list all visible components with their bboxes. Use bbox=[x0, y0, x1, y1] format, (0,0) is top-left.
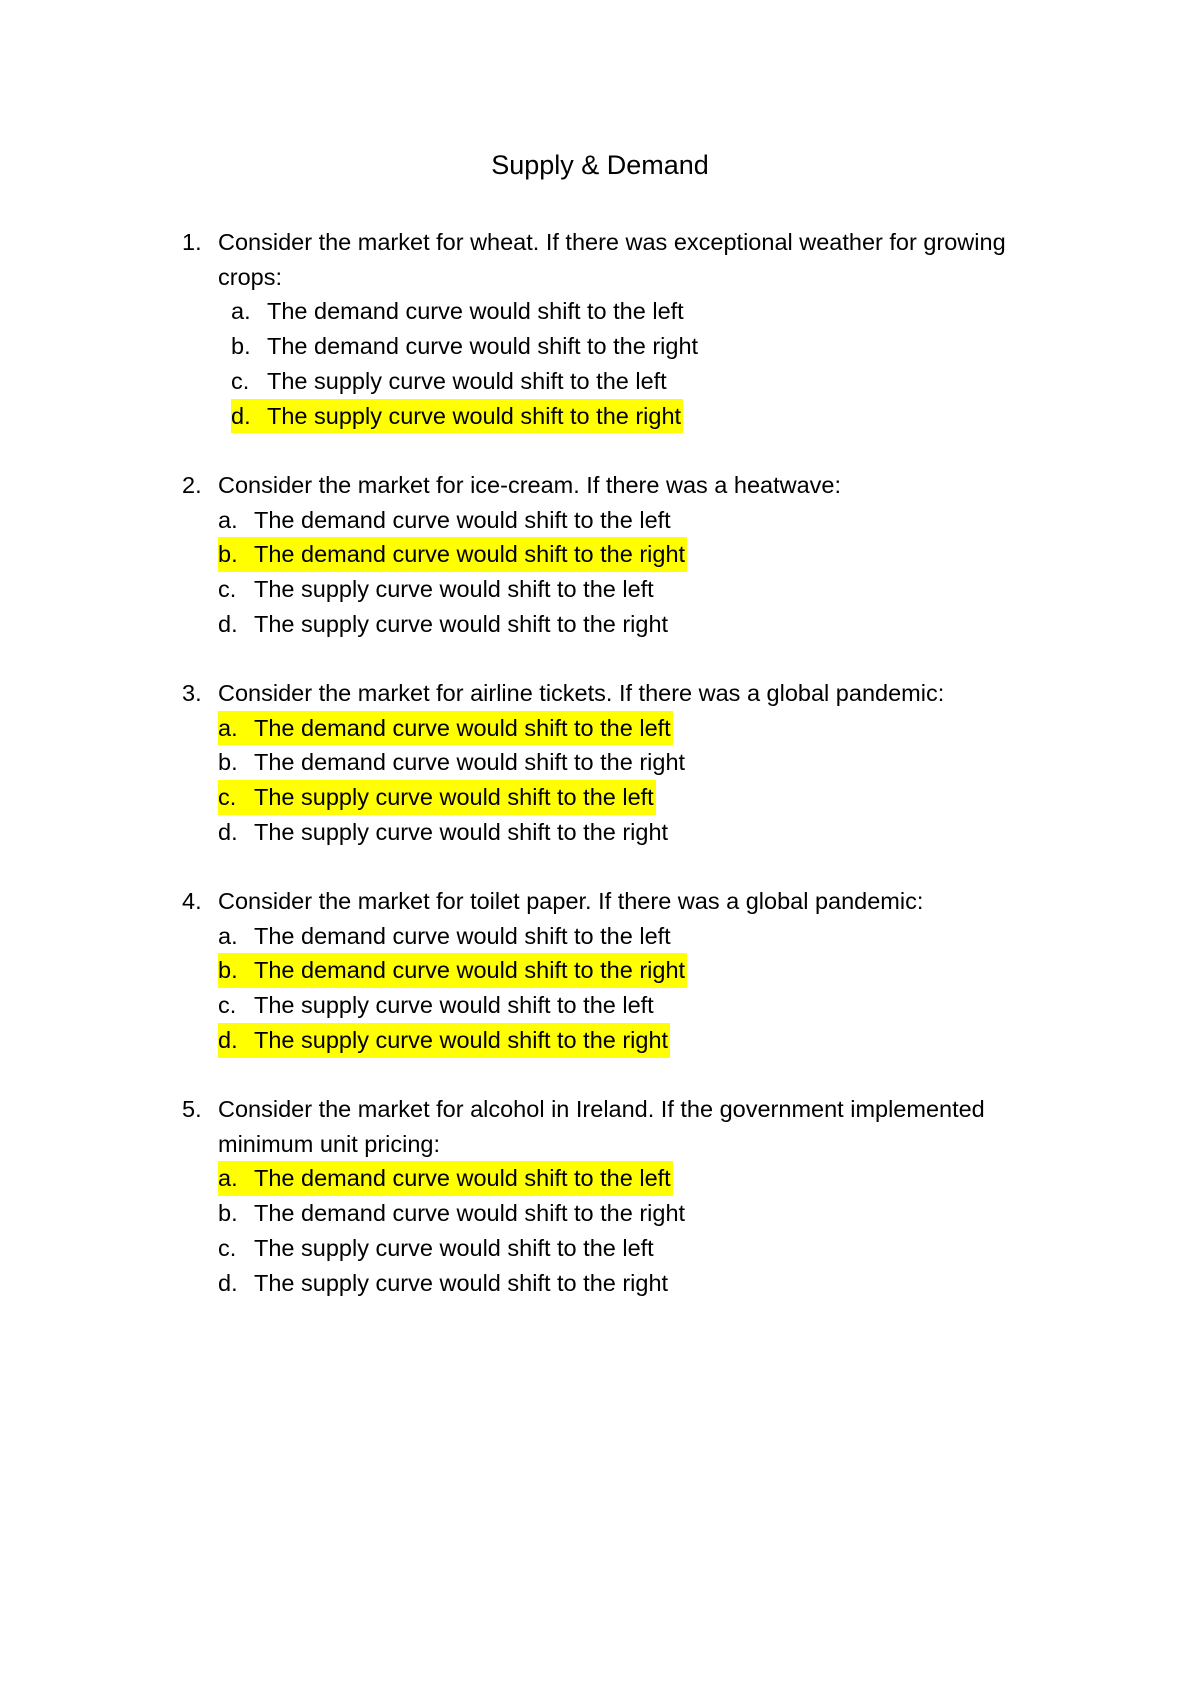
option-text: The demand curve would shift to the right bbox=[254, 1200, 686, 1227]
question-number: 3. bbox=[182, 680, 202, 706]
question-prompt bbox=[182, 884, 1062, 919]
question-text: Consider the market for wheat. If there was exceptional weather for growing crops: bbox=[218, 229, 1006, 290]
option-c bbox=[231, 364, 1062, 399]
option-text: The supply curve would shift to the left bbox=[254, 992, 654, 1019]
option-c bbox=[218, 1231, 1062, 1266]
option-d-highlighted bbox=[231, 399, 1062, 434]
option-c bbox=[218, 988, 1062, 1023]
question-2 bbox=[182, 468, 1062, 642]
question-number: 5. bbox=[182, 1096, 202, 1122]
option-d bbox=[218, 607, 1062, 642]
question-text: Consider the market for toilet paper. If there was a global pandemic: bbox=[218, 888, 924, 914]
option-letter: c. bbox=[218, 992, 237, 1019]
option-letter: d. bbox=[231, 402, 251, 429]
option-letter: a. bbox=[218, 506, 238, 533]
option-letter: c. bbox=[218, 1234, 237, 1261]
option-letter: a. bbox=[218, 1165, 238, 1192]
option-letter: d. bbox=[218, 1026, 238, 1053]
option-letter: b. bbox=[218, 749, 238, 776]
option-a-highlighted bbox=[218, 1161, 1062, 1196]
option-text: The demand curve would shift to the right bbox=[254, 541, 686, 568]
option-b-highlighted bbox=[218, 537, 1062, 572]
option-text: The demand curve would shift to the left bbox=[254, 922, 671, 949]
option-text: The supply curve would shift to the right bbox=[254, 1269, 669, 1296]
question-prompt bbox=[182, 676, 1062, 711]
option-letter: b. bbox=[218, 957, 238, 984]
option-text: The demand curve would shift to the right bbox=[254, 957, 686, 984]
option-text: The supply curve would shift to the right bbox=[267, 402, 682, 429]
question-text: Consider the market for airline tickets. If there was a global pandemic: bbox=[218, 680, 945, 706]
question-prompt bbox=[182, 1092, 1062, 1161]
option-b-highlighted bbox=[218, 953, 1062, 988]
option-letter: a. bbox=[218, 714, 238, 741]
option-text: The demand curve would shift to the right bbox=[267, 333, 699, 360]
option-letter: d. bbox=[218, 818, 238, 845]
option-text: The supply curve would shift to the right bbox=[254, 818, 669, 845]
option-c-highlighted bbox=[218, 780, 1062, 815]
question-text: Consider the market for ice-cream. If there was a heatwave: bbox=[218, 472, 842, 498]
option-b bbox=[231, 329, 1062, 364]
option-text: The supply curve would shift to the left bbox=[267, 367, 667, 394]
option-text: The demand curve would shift to the left bbox=[254, 506, 671, 533]
option-d bbox=[218, 815, 1062, 850]
question-prompt bbox=[182, 468, 1062, 503]
option-letter: d. bbox=[218, 1269, 238, 1296]
option-d bbox=[218, 1266, 1062, 1301]
question-5 bbox=[182, 1092, 1062, 1300]
question-prompt bbox=[182, 225, 1062, 294]
option-text: The demand curve would shift to the right bbox=[254, 749, 686, 776]
option-d-highlighted bbox=[218, 1023, 1062, 1058]
option-text: The demand curve would shift to the left bbox=[267, 298, 684, 325]
option-text: The supply curve would shift to the right bbox=[254, 1026, 669, 1053]
option-letter: a. bbox=[218, 922, 238, 949]
question-number: 2. bbox=[182, 472, 202, 498]
option-a bbox=[218, 503, 1062, 538]
option-c bbox=[218, 572, 1062, 607]
question-4 bbox=[182, 884, 1062, 1058]
option-b bbox=[218, 745, 1062, 780]
option-letter: c. bbox=[218, 576, 237, 603]
question-text: Consider the market for alcohol in Ireland. If the government implemented minimum unit pricing: bbox=[218, 1096, 985, 1157]
option-text: The demand curve would shift to the left bbox=[254, 714, 671, 741]
option-text: The supply curve would shift to the left bbox=[254, 1234, 654, 1261]
question-number: 1. bbox=[182, 229, 202, 255]
option-letter: c. bbox=[218, 784, 237, 811]
option-letter: b. bbox=[218, 1200, 238, 1227]
option-letter: b. bbox=[231, 333, 251, 360]
option-letter: c. bbox=[231, 367, 250, 394]
option-text: The supply curve would shift to the right bbox=[254, 610, 669, 637]
option-letter: b. bbox=[218, 541, 238, 568]
question-1 bbox=[182, 225, 1062, 433]
option-b bbox=[218, 1196, 1062, 1231]
option-a-highlighted bbox=[218, 711, 1062, 746]
option-letter: d. bbox=[218, 610, 238, 637]
option-text: The supply curve would shift to the left bbox=[254, 784, 654, 811]
question-number: 4. bbox=[182, 888, 202, 914]
document-title: Supply & Demand bbox=[491, 150, 709, 180]
option-a bbox=[231, 294, 1062, 329]
option-text: The demand curve would shift to the left bbox=[254, 1165, 671, 1192]
option-text: The supply curve would shift to the left bbox=[254, 576, 654, 603]
option-letter: a. bbox=[231, 298, 251, 325]
question-3 bbox=[182, 676, 1062, 850]
option-a bbox=[218, 919, 1062, 954]
